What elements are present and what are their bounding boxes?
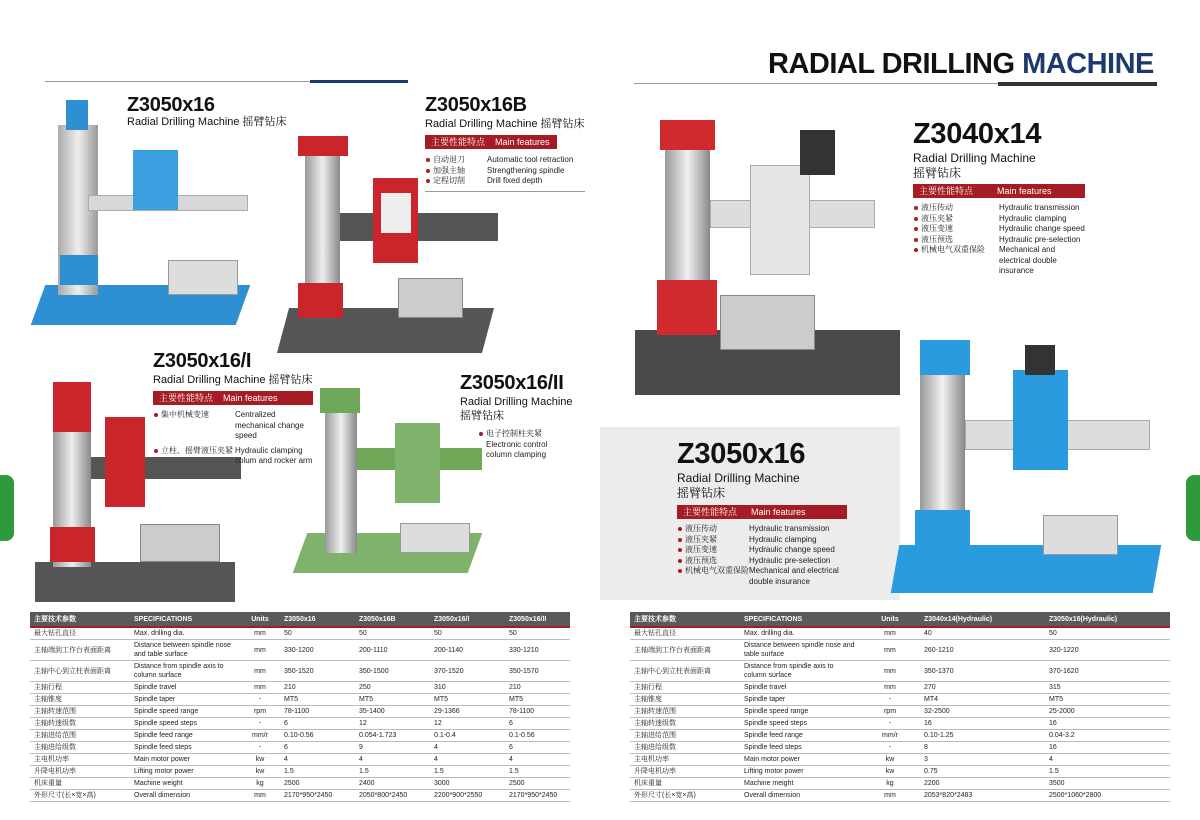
- table-cell: 350-1500: [355, 661, 430, 682]
- table-cell: 12: [355, 718, 430, 730]
- table-cell: 16: [1045, 742, 1170, 754]
- left-spec-table: [30, 612, 570, 802]
- table-row: [30, 627, 570, 640]
- table-cell: MT5: [1045, 694, 1170, 706]
- table-cell: 升降电机功率: [630, 766, 740, 778]
- column-header: Z3040x14(Hydraulic): [920, 612, 1045, 627]
- table-cell: -: [240, 694, 280, 706]
- table-cell: 2053*820*2483: [920, 790, 1045, 802]
- table-cell: 270: [920, 682, 1045, 694]
- table-cell: 315: [1045, 682, 1170, 694]
- table-cell: 0.054-1.723: [355, 730, 430, 742]
- table-row: [630, 766, 1170, 778]
- table-cell: 0.75: [920, 766, 1045, 778]
- table-cell: 210: [280, 682, 355, 694]
- table-cell: 25-2000: [1045, 706, 1170, 718]
- table-row: [30, 640, 570, 661]
- table-cell: 升降电机功率: [30, 766, 130, 778]
- table-cell: 主轴转速级数: [30, 718, 130, 730]
- table-cell: 210: [505, 682, 570, 694]
- table-cell: 主轴进给级数: [630, 742, 740, 754]
- table-cell: 50: [505, 627, 570, 640]
- table-cell: 机床重量: [30, 778, 130, 790]
- table-cell: 2050*800*2450: [355, 790, 430, 802]
- features-list: 电子控制柱夹紧 Electronic control column clamping: [460, 429, 585, 461]
- table-cell: 260-1210: [920, 640, 1045, 661]
- machine-image-z3050x16-hydraulic: [895, 320, 1160, 595]
- table-cell: Main motor power: [740, 754, 860, 766]
- table-cell: 主轴行程: [30, 682, 130, 694]
- table-header-row: [30, 612, 570, 627]
- product-subtitle: Radial Drilling Machine: [913, 151, 1036, 165]
- machine-image-z3040x14: [635, 95, 900, 400]
- table-cell: 2400: [355, 778, 430, 790]
- table-row: [630, 778, 1170, 790]
- table-cell: 40: [920, 627, 1045, 640]
- table-row: [30, 694, 570, 706]
- table-cell: kw: [860, 766, 920, 778]
- product-subtitle-cn: 摇臂钻床: [460, 410, 504, 422]
- table-cell: 0.10-0.56: [280, 730, 355, 742]
- table-cell: Max. drilling dia.: [740, 627, 860, 640]
- table-row: [630, 661, 1170, 682]
- table-cell: 主轴锥度: [30, 694, 130, 706]
- table-cell: 78-1100: [280, 706, 355, 718]
- table-cell: 主轴锥度: [630, 694, 740, 706]
- table-cell: 2170*950*2450: [280, 790, 355, 802]
- table-cell: rpm: [240, 706, 280, 718]
- table-cell: mm: [240, 790, 280, 802]
- table-row: [30, 661, 570, 682]
- table-cell: 35-1400: [355, 706, 430, 718]
- column-header: Units: [860, 612, 920, 627]
- table-cell: 主轴进给级数: [30, 742, 130, 754]
- table-cell: 主轴转速级数: [630, 718, 740, 730]
- table-cell: kg: [240, 778, 280, 790]
- table-cell: Lifting motor power: [130, 766, 240, 778]
- features-list: 自动退刀 Automatic tool retraction 加强主轴 Strengthening spindle 定程切削 Drill fixed depth: [425, 155, 585, 192]
- table-cell: Spindle speed range: [130, 706, 240, 718]
- table-cell: 主轴进给范围: [30, 730, 130, 742]
- table-cell: 主电机功率: [30, 754, 130, 766]
- table-row: [630, 742, 1170, 754]
- table-cell: 32-2500: [920, 706, 1045, 718]
- product-title: Z3050x16: [677, 438, 806, 470]
- table-cell: Spindle feed range: [130, 730, 240, 742]
- table-row: [630, 754, 1170, 766]
- table-cell: 机床重量: [630, 778, 740, 790]
- table-cell: 4: [355, 754, 430, 766]
- product-subtitle-cn: 摇臂钻床: [677, 486, 726, 500]
- column-header: Z3050x16(Hydraulic): [1045, 612, 1170, 627]
- table-cell: 主轴行程: [630, 682, 740, 694]
- table-row: [630, 627, 1170, 640]
- product-title: Z3050x16/I: [153, 350, 252, 372]
- table-cell: MT5: [505, 694, 570, 706]
- column-header: Units: [240, 612, 280, 627]
- table-cell: Machine meight: [740, 778, 860, 790]
- table-cell: Distance from spindle axis to column surface: [130, 661, 240, 682]
- table-cell: 2500: [280, 778, 355, 790]
- product-card-z3050x16-i: [153, 350, 318, 467]
- table-cell: mm/r: [860, 730, 920, 742]
- product-subtitle: Radial Drilling Machine: [460, 396, 573, 408]
- table-cell: kw: [240, 754, 280, 766]
- product-card-z3050x16-hydraulic: [677, 438, 857, 587]
- table-cell: -: [860, 742, 920, 754]
- features-list: 液压传动 Hydraulic transmission 液压夹紧 Hydraulic clamping 液压变速 Hydraulic change speed 液压预选 Hydraulic pre-selection 机械电气双重保险 Mechanical and electrical double insurance: [913, 203, 1093, 277]
- table-cell: Spindle travel: [740, 682, 860, 694]
- table-cell: 4: [430, 754, 505, 766]
- table-cell: 50: [1045, 627, 1170, 640]
- right-header-rule: [634, 83, 998, 84]
- left-page-tab: [0, 475, 14, 541]
- table-row: [630, 682, 1170, 694]
- left-header-rule: [45, 81, 310, 82]
- table-cell: MT4: [920, 694, 1045, 706]
- table-row: [30, 754, 570, 766]
- table-cell: 6: [280, 718, 355, 730]
- table-cell: Spindle taper: [130, 694, 240, 706]
- machine-image-z3050x16-blue: [38, 95, 248, 335]
- product-title: Z3050x16/II: [460, 372, 564, 394]
- table-cell: 16: [920, 718, 1045, 730]
- column-header: 主要技术参数: [30, 612, 130, 627]
- column-header: SPECIFICATIONS: [130, 612, 240, 627]
- table-cell: 1.5: [355, 766, 430, 778]
- table-cell: Machine weight: [130, 778, 240, 790]
- table-cell: 16: [1045, 718, 1170, 730]
- table-cell: 1.5: [1045, 766, 1170, 778]
- table-header-row: [630, 612, 1170, 627]
- table-cell: 370-1520: [430, 661, 505, 682]
- table-cell: Overall dimension: [740, 790, 860, 802]
- table-cell: 330-1210: [505, 640, 570, 661]
- table-cell: -: [860, 718, 920, 730]
- table-cell: 3: [920, 754, 1045, 766]
- table-row: [30, 766, 570, 778]
- right-header-rule-accent: [998, 82, 1157, 86]
- features-header: 主要性能特点 Main features: [153, 391, 313, 405]
- table-cell: 3000: [430, 778, 505, 790]
- table-cell: Lifting motor power: [740, 766, 860, 778]
- table-cell: 主轴转速范围: [30, 706, 130, 718]
- product-subtitle: Radial Drilling Machine: [677, 471, 800, 485]
- table-cell: mm: [860, 640, 920, 661]
- table-cell: MT5: [355, 694, 430, 706]
- table-cell: kg: [860, 778, 920, 790]
- features-header: 主要性能特点 Main features: [425, 135, 557, 149]
- table-row: [30, 718, 570, 730]
- table-cell: 最大钻孔直径: [30, 627, 130, 640]
- table-cell: 6: [505, 718, 570, 730]
- table-cell: 50: [430, 627, 505, 640]
- product-card-z3040x14: [913, 118, 1093, 277]
- table-cell: 0.04-3.2: [1045, 730, 1170, 742]
- table-cell: 250: [355, 682, 430, 694]
- table-cell: Spindle taper: [740, 694, 860, 706]
- table-cell: mm/r: [240, 730, 280, 742]
- table-cell: 0.1-0.56: [505, 730, 570, 742]
- column-header: Z3050x16/II: [505, 612, 570, 627]
- table-cell: Distance between spindle nose and table surface: [740, 640, 860, 661]
- table-cell: mm: [240, 640, 280, 661]
- right-page-tab: [1186, 475, 1200, 541]
- right-spec-table: [630, 612, 1170, 802]
- left-header-rule-accent: [310, 80, 408, 83]
- product-subtitle: Radial Drilling Machine 摇臂钻床: [153, 374, 313, 386]
- table-cell: 1.5: [280, 766, 355, 778]
- table-cell: 0.1-0.4: [430, 730, 505, 742]
- table-cell: 50: [355, 627, 430, 640]
- features-list: 液压传动 Hydraulic transmission 液压夹紧 Hydraulic clamping 液压变速 Hydraulic change speed 液压预选 Hydraulic pre-selection 机械电气双重保险 Mechanical and electrical double insurance: [677, 524, 857, 587]
- table-cell: Spindle speed steps: [130, 718, 240, 730]
- column-header: 主要技术参数: [630, 612, 740, 627]
- table-cell: mm: [860, 661, 920, 682]
- table-row: [630, 790, 1170, 802]
- table-cell: 主轴进给范围: [630, 730, 740, 742]
- table-cell: Max. drilling dia.: [130, 627, 240, 640]
- table-row: [630, 640, 1170, 661]
- table-cell: 370-1620: [1045, 661, 1170, 682]
- product-subtitle: Radial Drilling Machine 摇臂钻床: [127, 116, 287, 128]
- product-title-z3050x16: Z3050x16: [127, 94, 215, 116]
- table-cell: 主轴中心到立柱表面距离: [630, 661, 740, 682]
- table-cell: 8: [920, 742, 1045, 754]
- table-cell: Spindle travel: [130, 682, 240, 694]
- features-header: 主要性能特点 Main features: [913, 184, 1085, 198]
- column-header: SPECIFICATIONS: [740, 612, 860, 627]
- table-cell: 4: [430, 742, 505, 754]
- table-cell: Distance between spindle nose and table surface: [130, 640, 240, 661]
- table-row: [630, 718, 1170, 730]
- table-cell: 12: [430, 718, 505, 730]
- table-cell: Overall dimension: [130, 790, 240, 802]
- column-header: Z3050x16: [280, 612, 355, 627]
- table-cell: Spindle speed steps: [740, 718, 860, 730]
- table-cell: 外形尺寸(长×宽×高): [30, 790, 130, 802]
- table-cell: 外形尺寸(长×宽×高): [630, 790, 740, 802]
- table-cell: 0.10-1.25: [920, 730, 1045, 742]
- table-cell: 2200: [920, 778, 1045, 790]
- table-row: [30, 790, 570, 802]
- product-subtitle-cn: 摇臂钻床: [913, 166, 962, 180]
- table-cell: 2500*1060*2800: [1045, 790, 1170, 802]
- table-cell: Spindle feed steps: [130, 742, 240, 754]
- table-cell: 主轴转速范围: [630, 706, 740, 718]
- table-row: [30, 682, 570, 694]
- table-cell: Spindle feed steps: [740, 742, 860, 754]
- table-cell: 2500: [505, 778, 570, 790]
- table-cell: -: [240, 718, 280, 730]
- table-cell: mm: [240, 627, 280, 640]
- table-cell: mm: [240, 682, 280, 694]
- table-cell: 2170*950*2450: [505, 790, 570, 802]
- table-cell: 主轴端到工作台表面距离: [30, 640, 130, 661]
- table-cell: 主轴中心到立柱表面距离: [30, 661, 130, 682]
- column-header: Z3050x16B: [355, 612, 430, 627]
- table-cell: kw: [860, 754, 920, 766]
- table-cell: 1.5: [430, 766, 505, 778]
- table-cell: Spindle speed range: [740, 706, 860, 718]
- table-cell: 50: [280, 627, 355, 640]
- machine-image-z3050x16-ii: [300, 378, 485, 583]
- table-cell: 330-1200: [280, 640, 355, 661]
- table-cell: rpm: [860, 706, 920, 718]
- product-title: Z3040x14: [913, 118, 1042, 150]
- table-cell: MT5: [280, 694, 355, 706]
- table-row: [630, 730, 1170, 742]
- table-cell: 200-1110: [355, 640, 430, 661]
- table-cell: 2200*900*2550: [430, 790, 505, 802]
- page-title: RADIAL DRILLING MACHINE: [768, 48, 1154, 80]
- table-row: [630, 694, 1170, 706]
- product-card-z3050x16b: [425, 94, 585, 192]
- table-cell: 1.5: [505, 766, 570, 778]
- features-header: 主要性能特点 Main features: [677, 505, 847, 519]
- product-title: Z3050x16B: [425, 94, 527, 116]
- table-cell: 4: [505, 754, 570, 766]
- table-cell: Main motor power: [130, 754, 240, 766]
- table-cell: 320-1220: [1045, 640, 1170, 661]
- table-cell: -: [860, 694, 920, 706]
- table-cell: 6: [505, 742, 570, 754]
- table-row: [30, 742, 570, 754]
- table-cell: Spindle feed range: [740, 730, 860, 742]
- features-list: 集中机械变速 Centralized mechanical change speed 立柱、摇臂液压夹紧 Hydraulic clamping colum and rocker arm: [153, 410, 318, 467]
- column-header: Z3050x16/I: [430, 612, 505, 627]
- table-cell: mm: [860, 682, 920, 694]
- table-cell: mm: [860, 790, 920, 802]
- table-cell: 主电机功率: [630, 754, 740, 766]
- table-cell: 6: [280, 742, 355, 754]
- product-subtitle: Radial Drilling Machine 摇臂钻床: [425, 118, 585, 130]
- table-cell: 29-1366: [430, 706, 505, 718]
- product-card-z3050x16-ii: [460, 372, 585, 461]
- table-cell: 350-1570: [505, 661, 570, 682]
- table-row: [30, 778, 570, 790]
- table-cell: kw: [240, 766, 280, 778]
- table-row: [30, 706, 570, 718]
- table-cell: 200-1140: [430, 640, 505, 661]
- table-cell: 最大钻孔直径: [630, 627, 740, 640]
- table-cell: 310: [430, 682, 505, 694]
- table-row: [30, 730, 570, 742]
- table-cell: 4: [280, 754, 355, 766]
- table-cell: mm: [860, 627, 920, 640]
- table-cell: 主轴端到工作台表面距离: [630, 640, 740, 661]
- table-cell: 3500: [1045, 778, 1170, 790]
- table-cell: 9: [355, 742, 430, 754]
- table-cell: Distance from spindle axis to column surface: [740, 661, 860, 682]
- table-cell: 350-1520: [280, 661, 355, 682]
- table-cell: -: [240, 742, 280, 754]
- table-cell: 350-1370: [920, 661, 1045, 682]
- table-cell: mm: [240, 661, 280, 682]
- table-cell: 4: [1045, 754, 1170, 766]
- table-cell: 78-1100: [505, 706, 570, 718]
- table-cell: MT5: [430, 694, 505, 706]
- table-row: [630, 706, 1170, 718]
